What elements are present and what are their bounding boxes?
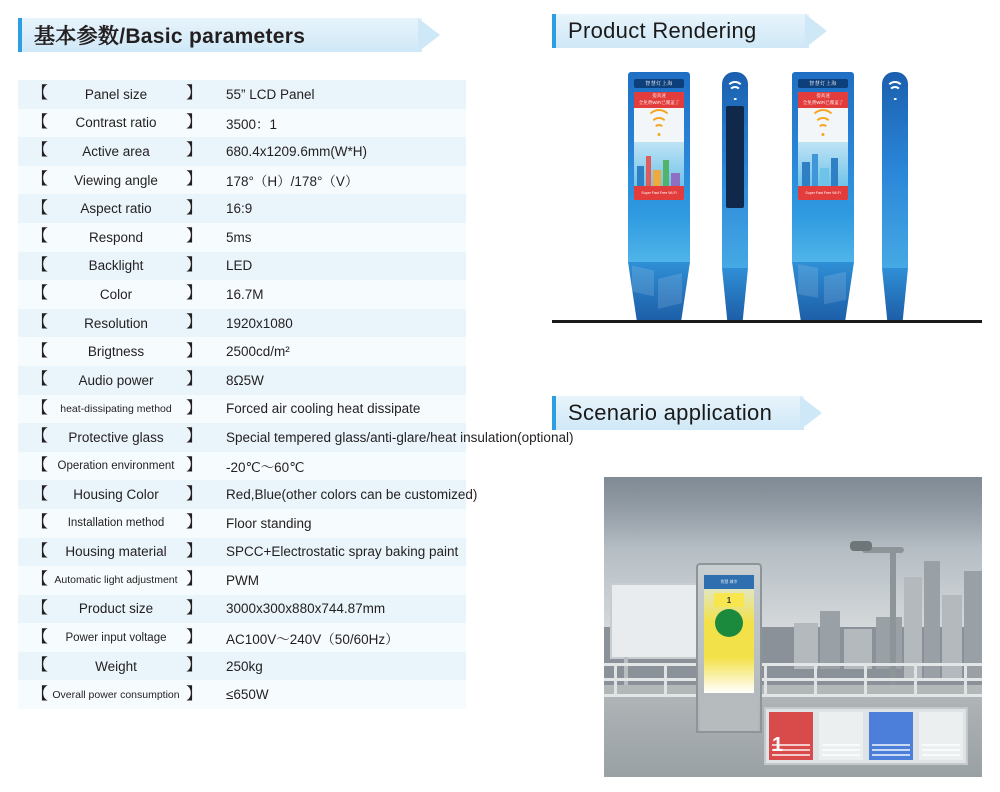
specifications-table	[18, 80, 574, 709]
skyline-center	[794, 609, 904, 669]
kiosk-base	[700, 697, 758, 731]
kiosk-display-screen	[704, 575, 754, 693]
table-row	[18, 309, 466, 338]
kiosk-body	[882, 72, 908, 268]
table-row	[18, 223, 466, 252]
bracket-right-icon: 】	[185, 199, 202, 217]
table-row	[18, 595, 466, 624]
table-row	[18, 366, 466, 395]
poster-footer: Super Fast Free Wi-Fi	[634, 186, 684, 200]
bracket-left-icon: 【	[32, 171, 49, 189]
kiosk-dark-panel	[726, 106, 744, 208]
spec-label-cell	[18, 109, 214, 138]
table-row	[18, 538, 466, 567]
section-banner-product-rendering	[552, 14, 757, 48]
kiosk-base	[628, 262, 690, 320]
kiosk-base	[792, 262, 854, 320]
spec-label-text: Audio power	[78, 372, 154, 388]
table-row	[18, 252, 466, 281]
spec-label-cell	[18, 366, 214, 395]
bracket-right-icon: 】	[185, 171, 202, 189]
bracket-left-icon: 【	[32, 428, 49, 446]
roadside-poster-wall	[764, 707, 968, 765]
poster-headline: 提高速 全免费WiFi已覆盖了	[634, 92, 684, 108]
poster-number-badge: 1	[772, 734, 784, 756]
table-row	[18, 395, 466, 424]
spec-label-text: Weight	[95, 658, 137, 674]
spec-label-text: heat-dissipating method	[60, 402, 172, 415]
spec-value-cell: 3000x300x880x744.87mm	[226, 601, 386, 617]
bracket-right-icon: 】	[185, 542, 202, 560]
bracket-right-icon: 】	[185, 142, 202, 160]
spec-value-cell: 16.7M	[226, 286, 264, 302]
poster-footer: Super Fast Free Wi-Fi	[798, 186, 848, 200]
bracket-left-icon: 【	[32, 599, 49, 617]
bracket-right-icon: 】	[185, 428, 202, 446]
bracket-left-icon: 【	[32, 342, 49, 360]
spec-label-text: Overall power consumption	[52, 688, 180, 701]
spec-value-cell: -20℃～60℃	[226, 460, 305, 476]
bracket-right-icon: 】	[185, 628, 202, 646]
kiosk-header-label: 智慧灯上海	[634, 79, 684, 88]
table-row	[18, 680, 466, 709]
kiosk-rendering-pillar-blue	[882, 72, 908, 320]
spec-label-cell	[18, 223, 214, 252]
bracket-right-icon: 】	[185, 657, 202, 675]
spec-label-text: Housing material	[65, 544, 167, 560]
spec-label-cell	[18, 280, 214, 309]
spec-label-cell	[18, 623, 214, 652]
bracket-left-icon: 【	[32, 142, 49, 160]
poster-panel	[869, 712, 913, 760]
spec-label-cell	[18, 194, 214, 223]
spec-label-cell	[18, 566, 214, 595]
spec-label-cell	[18, 137, 214, 166]
spec-value-cell: Forced air cooling heat dissipate	[226, 401, 421, 417]
bracket-left-icon: 【	[32, 314, 49, 332]
kiosk-rendering-pillar-dark	[722, 72, 748, 320]
bracket-right-icon: 】	[185, 599, 202, 617]
bracket-right-icon: 】	[185, 457, 202, 475]
spec-label-text: Power input voltage	[65, 631, 167, 644]
poster-wifi-icon	[634, 108, 684, 142]
cloud-band	[604, 477, 982, 547]
banner-arrow-tail	[805, 14, 827, 48]
wifi-icon	[646, 115, 672, 135]
poster-panel	[819, 712, 863, 760]
poster-city-art	[634, 142, 684, 186]
street-lamp-head	[850, 541, 872, 551]
bracket-left-icon: 【	[32, 485, 49, 503]
kiosk-screen-number: 1	[714, 593, 744, 607]
spec-value-cell: 8Ω5W	[226, 372, 264, 388]
bracket-left-icon: 【	[32, 113, 49, 131]
bracket-right-icon: 】	[185, 685, 202, 703]
bracket-right-icon: 】	[185, 485, 202, 503]
spec-label-text: Backlight	[88, 258, 144, 274]
spec-value-cell: 680.4x1209.6mm(W*H)	[226, 143, 368, 159]
spec-value-cell: 5ms	[226, 229, 252, 245]
kiosk-body	[628, 72, 690, 262]
spec-value-cell: SPCC+Electrostatic spray baking paint	[226, 544, 459, 560]
bracket-left-icon: 【	[32, 285, 49, 303]
spec-value-cell: Special tempered glass/anti-glare/heat insulation(optional)	[226, 429, 574, 445]
spec-label-cell	[18, 80, 214, 109]
spec-value-cell: PWM	[226, 572, 259, 588]
bracket-left-icon: 【	[32, 542, 49, 560]
basic-parameters-title: 基本参数/Basic parameters	[34, 25, 306, 48]
spec-label-text: Active area	[82, 143, 150, 159]
spec-label-text: Color	[99, 286, 133, 302]
table-row	[18, 452, 466, 481]
spec-label-text: Brigtness	[87, 344, 145, 360]
spec-value-cell: LED	[226, 258, 253, 274]
kiosk-base	[722, 268, 748, 320]
spec-label-text: Protective glass	[68, 429, 164, 445]
kiosk-screen-top-label: 智慧 城市	[704, 575, 754, 589]
ground-line	[552, 320, 982, 323]
table-row	[18, 194, 466, 223]
spec-label-cell	[18, 480, 214, 509]
spec-label-text: Installation method	[67, 517, 165, 530]
bracket-right-icon: 】	[185, 85, 202, 103]
bracket-left-icon: 【	[32, 85, 49, 103]
bracket-right-icon: 】	[185, 228, 202, 246]
bracket-right-icon: 】	[185, 314, 202, 332]
spec-label-cell	[18, 509, 214, 538]
wifi-icon	[810, 115, 836, 135]
table-row	[18, 80, 466, 109]
bracket-right-icon: 】	[185, 399, 202, 417]
spec-label-cell	[18, 166, 214, 195]
spec-label-text: Contrast ratio	[75, 115, 157, 131]
table-row	[18, 337, 466, 366]
banner-arrow-tail	[800, 396, 822, 430]
bracket-left-icon: 【	[32, 457, 49, 475]
wifi-icon	[888, 88, 902, 99]
product-rendering-title: Product Rendering	[568, 18, 757, 43]
spec-label-cell	[18, 309, 214, 338]
spec-label-text: Aspect ratio	[80, 201, 152, 217]
kiosk-body	[722, 72, 748, 268]
bracket-left-icon: 【	[32, 685, 49, 703]
table-row	[18, 166, 466, 195]
bracket-left-icon: 【	[32, 199, 49, 217]
bracket-left-icon: 【	[32, 657, 49, 675]
spec-label-text: Viewing angle	[74, 172, 158, 188]
poster-city-art	[798, 142, 848, 186]
spec-label-text: Operation environment	[57, 460, 175, 473]
section-banner-scenario-application	[552, 396, 772, 430]
scenario-application-title: Scenario application	[568, 400, 773, 425]
poster-headline: 提高速 全免费WiFi已覆盖了	[798, 92, 848, 108]
spec-label-text: Resolution	[84, 315, 148, 331]
kiosk-poster	[634, 92, 684, 200]
bracket-right-icon: 】	[185, 113, 202, 131]
spec-value-cell: Floor standing	[226, 515, 312, 531]
spec-value-cell: AC100V～240V（50/60Hz）	[226, 631, 399, 647]
spec-label-text: Product size	[78, 601, 154, 617]
bracket-left-icon: 【	[32, 399, 49, 417]
spec-value-cell: 55” LCD Panel	[226, 86, 315, 102]
table-row	[18, 652, 466, 681]
spec-label-cell	[18, 423, 214, 452]
spec-label-cell	[18, 680, 214, 709]
bracket-left-icon: 【	[32, 628, 49, 646]
kiosk-body	[792, 72, 854, 262]
kiosk-base	[882, 268, 908, 320]
table-row	[18, 109, 466, 138]
spec-label-cell	[18, 452, 214, 481]
scenario-application-photo	[604, 477, 982, 777]
kiosk-rendering-front-right	[792, 72, 854, 320]
spec-value-cell: 178°（H）/178°（V）	[226, 174, 359, 190]
spec-label-text: Automatic light adjustment	[54, 574, 178, 587]
bracket-right-icon: 】	[185, 342, 202, 360]
kiosk-installed-onsite	[696, 563, 762, 733]
spec-label-text: Panel size	[84, 86, 148, 102]
bracket-right-icon: 】	[185, 285, 202, 303]
bracket-right-icon: 】	[185, 571, 202, 589]
kiosk-screen-graphic	[715, 609, 743, 637]
spec-value-cell: ≤650W	[226, 687, 269, 703]
wifi-icon	[728, 88, 742, 99]
bracket-right-icon: 】	[185, 256, 202, 274]
spec-value-cell: 2500cd/m²	[226, 344, 290, 360]
table-row	[18, 137, 466, 166]
spec-label-cell	[18, 538, 214, 567]
spec-label-cell	[18, 595, 214, 624]
bracket-right-icon: 】	[185, 371, 202, 389]
bracket-left-icon: 【	[32, 371, 49, 389]
spec-label-cell	[18, 337, 214, 366]
bracket-left-icon: 【	[32, 571, 49, 589]
guard-railing	[604, 663, 982, 697]
spec-value-cell: 1920x1080	[226, 315, 293, 331]
banner-arrow-tail	[418, 18, 440, 52]
spec-label-cell	[18, 652, 214, 681]
table-row	[18, 623, 466, 652]
table-row	[18, 480, 478, 509]
kiosk-header-label: 智慧灯上海	[798, 79, 848, 88]
bracket-left-icon: 【	[32, 514, 49, 532]
poster-wifi-icon	[798, 108, 848, 142]
table-row	[18, 566, 466, 595]
spec-value-cell: 250kg	[226, 658, 263, 674]
spec-label-cell	[18, 252, 214, 281]
bracket-left-icon: 【	[32, 228, 49, 246]
kiosk-rendering-front-left	[628, 72, 690, 320]
table-row	[18, 280, 466, 309]
spec-value-cell: 3500：1	[226, 116, 278, 132]
product-rendering-image	[552, 62, 982, 347]
poster-panel	[919, 712, 963, 760]
spec-label-text: Housing Color	[73, 487, 159, 503]
section-banner-basic-parameters	[18, 18, 305, 52]
spec-value-cell: 16:9	[226, 201, 253, 217]
spec-label-cell	[18, 395, 214, 424]
spec-value-cell: Red,Blue(other colors can be customized)	[226, 487, 478, 503]
table-row	[18, 509, 466, 538]
bracket-left-icon: 【	[32, 256, 49, 274]
table-row	[18, 423, 574, 452]
spec-label-text: Respond	[88, 229, 144, 245]
kiosk-poster	[798, 92, 848, 200]
bracket-right-icon: 】	[185, 514, 202, 532]
